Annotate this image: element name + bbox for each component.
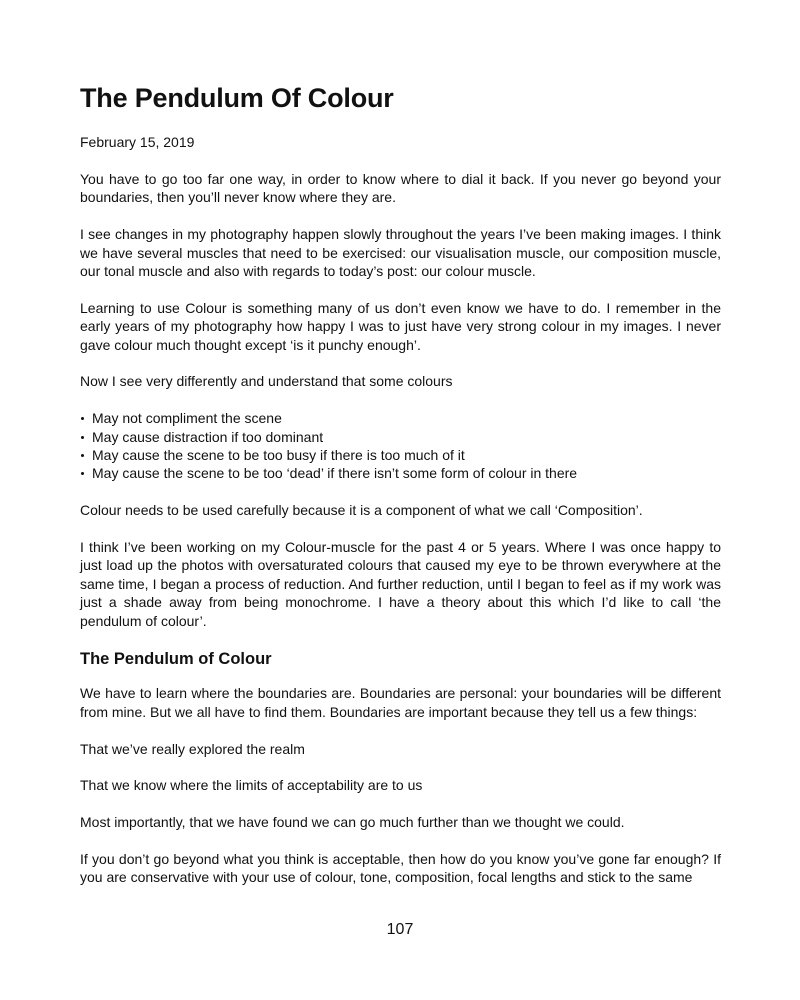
list-item: May cause distraction if too dominant [92, 428, 721, 446]
paragraph: I see changes in my photography happen slowly throughout the years I’ve been making images. I think we have several muscles that need to be exercised: our visualisation muscle, our composition muscle, our tonal muscle and also with regards to today’s post: our colour muscle. [80, 226, 721, 280]
paragraph: Now I see very differently and understand that some colours [80, 373, 453, 390]
post-date: February 15, 2019 [80, 134, 195, 150]
paragraph: If you don’t go beyond what you think is acceptable, then how do you know you’ve gone far enough? If you are conservative with your use of colour, tone, composition, focal lengths and stick to the same [80, 851, 721, 886]
paragraph: Colour needs to be used carefully because it is a component of what we call ‘Composition’. [80, 502, 643, 519]
paragraph: We have to learn where the boundaries are. Boundaries are personal: your boundaries will be different from mine. But we all have to find them. Boundaries are important because they tell us a few things: [80, 685, 721, 720]
article-body [80, 170, 721, 905]
paragraph: That we’ve really explored the realm [80, 740, 305, 757]
section-heading: The Pendulum of Colour [80, 650, 272, 669]
paragraph: I think I’ve been working on my Colour-muscle for the past 4 or 5 years. Where I was once happy to just load up the photos with oversaturated colours that caused my eye to be thrown everywhere at the same time, I began a process of reduction. And further reduction, until I began to feel as if my work was just a shade away from being monochrome. I have a theory about this which I’d like to call ‘the pendulum of colour’. [80, 539, 721, 629]
paragraph: Learning to use Colour is something many of us don’t even know we have to do. I remember in the early years of my photography how happy I was to just have very strong colour in my images. I never gave colour much thought except ‘is it punchy enough’. [80, 299, 721, 353]
page-number: 107 [386, 921, 414, 938]
list-item: May cause the scene to be too ‘dead’ if there isn’t some form of colour in there [92, 464, 721, 482]
paragraph: Most importantly, that we have found we can go much further than we thought we could. [80, 814, 625, 831]
paragraph: You have to go too far one way, in order to know where to dial it back. If you never go beyond your boundaries, then you’ll never know where they are. [80, 171, 721, 206]
bullet-list [80, 409, 721, 483]
paragraph: That we know where the limits of acceptability are to us [80, 777, 423, 794]
list-item: May not compliment the scene [92, 409, 721, 427]
list-item: May cause the scene to be too busy if there is too much of it [92, 446, 721, 464]
page-title: The Pendulum Of Colour [80, 83, 394, 113]
